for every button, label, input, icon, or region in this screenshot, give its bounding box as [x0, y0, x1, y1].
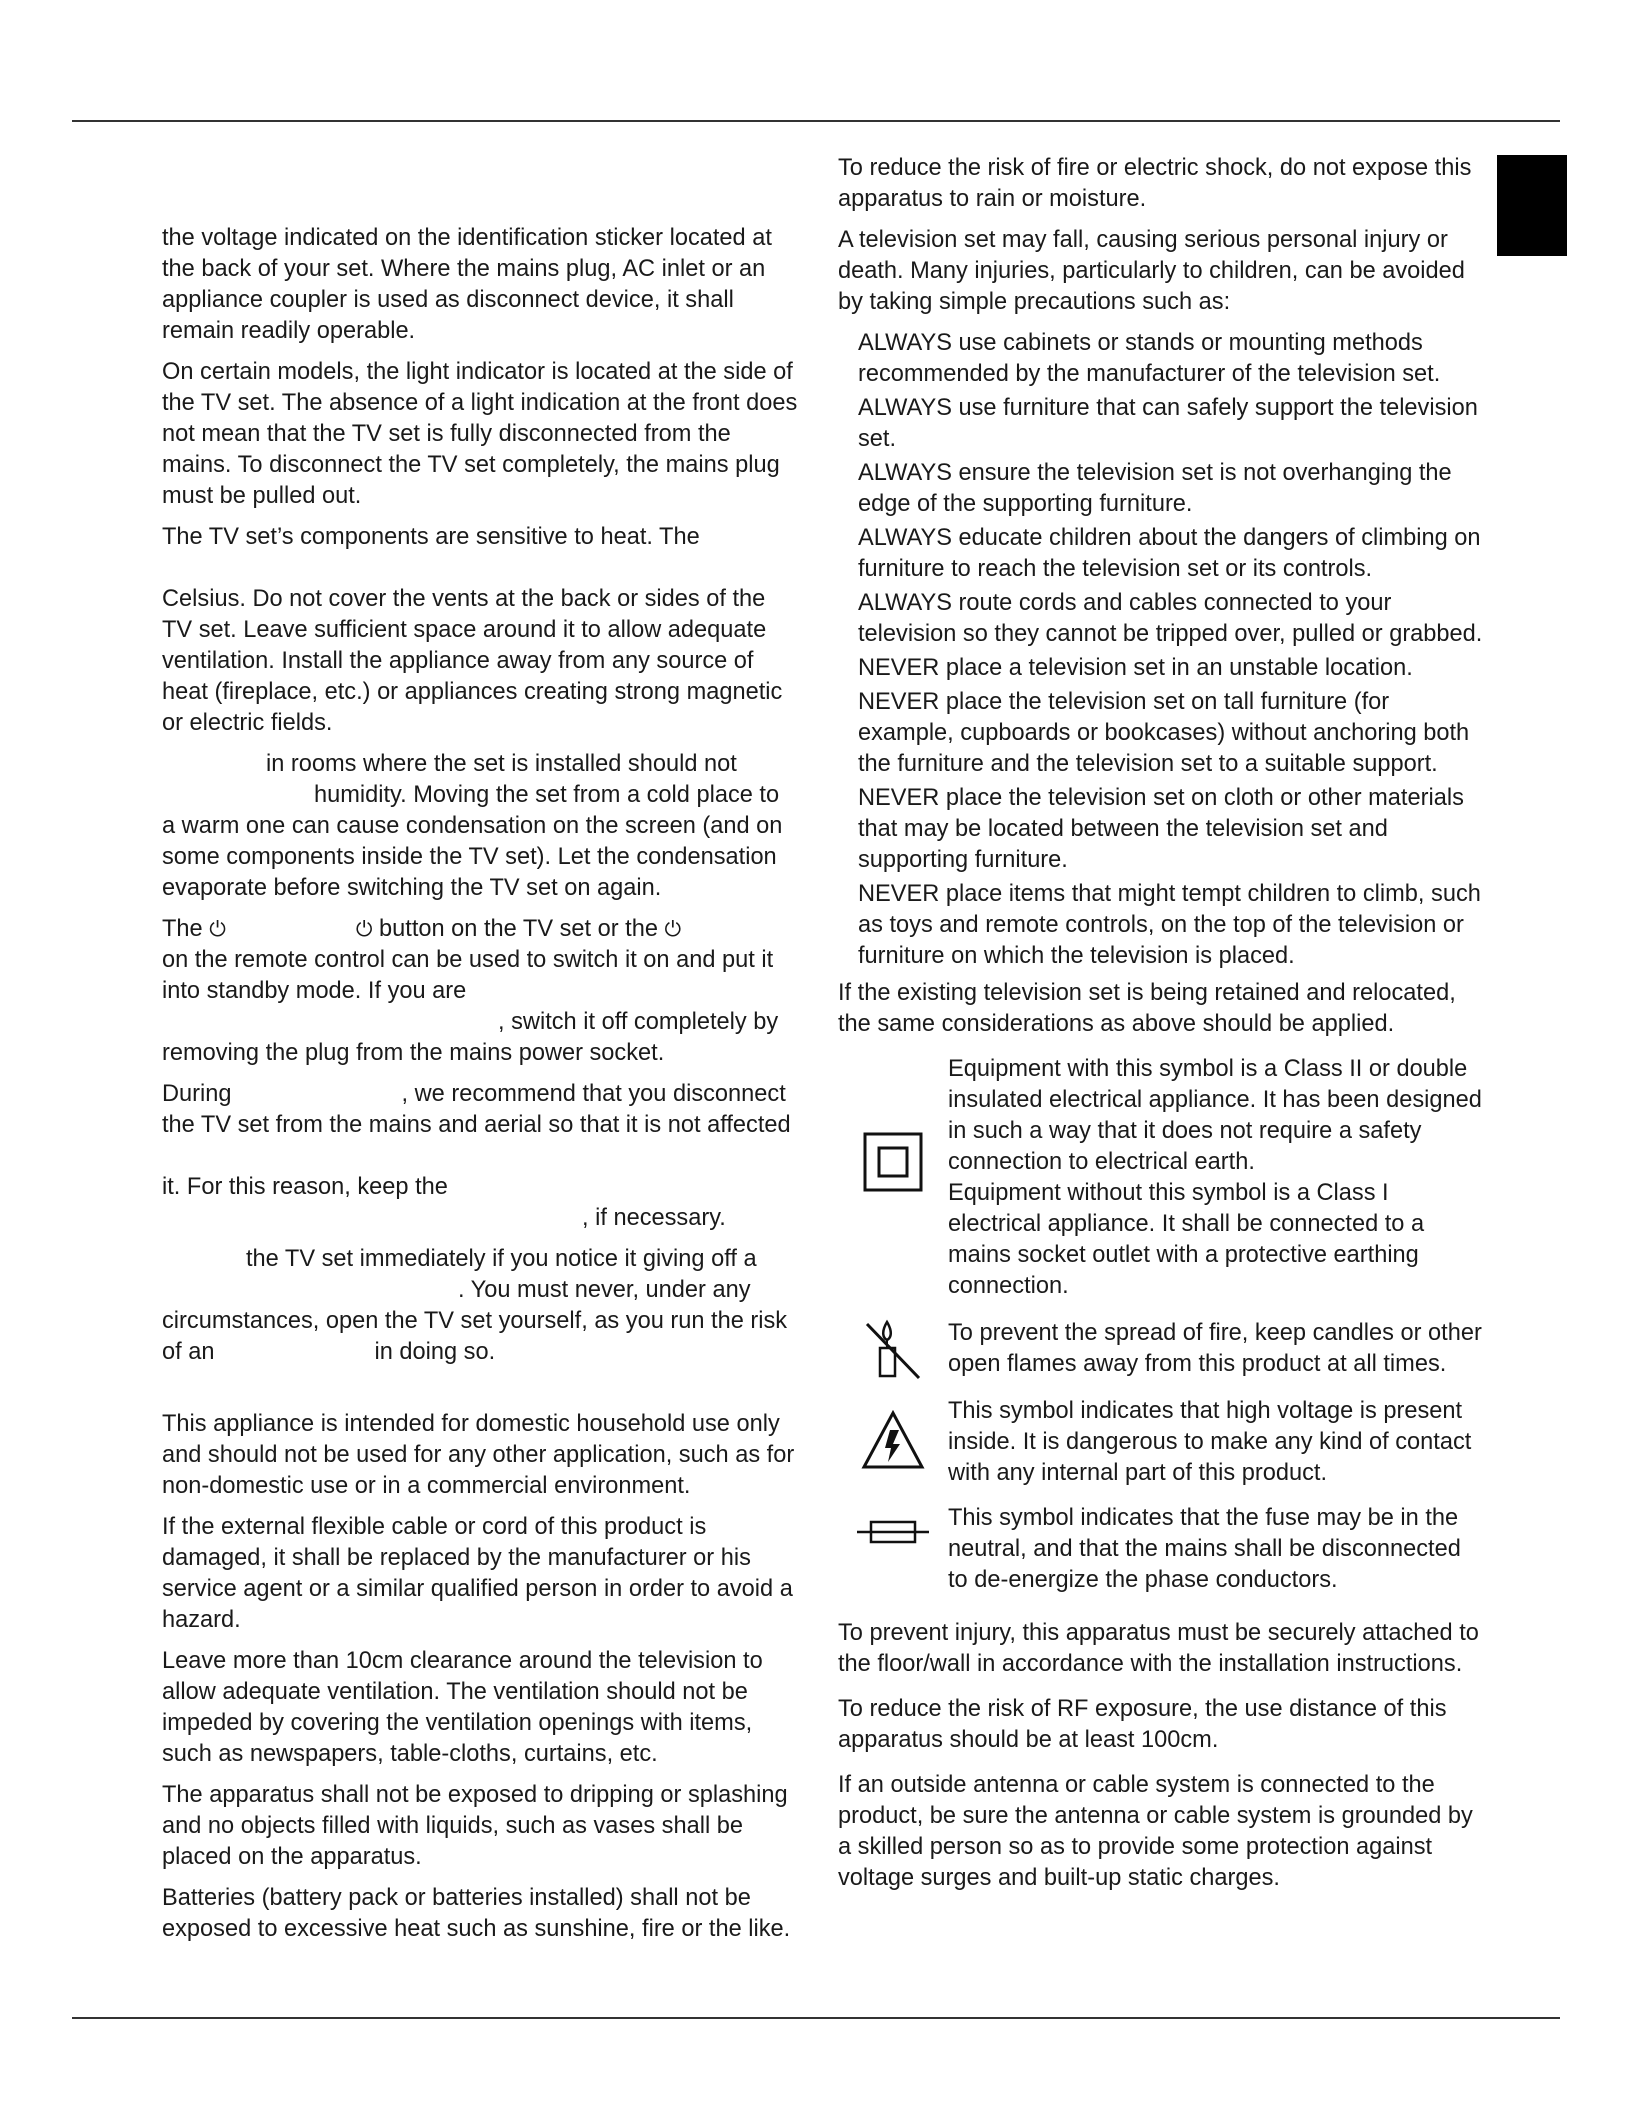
- heat-line-2: Celsius. Do not cover the vents at the back or sides of the TV set. Leave sufficient space around it to allow adequate ventilation. Install the appliance away from any source of heat (fireplace, etc.) or appliances creating strong magnetic or electric fields.: [162, 586, 783, 736]
- list-item: ALWAYS use cabinets or stands or mounting methods recommended by the manufacturer of the television set.: [858, 330, 1441, 387]
- high-voltage-triangle-icon: [861, 1410, 925, 1470]
- paragraph-light-indicator: On certain models, the light indicator is located at the side of the TV set. The absence of a light indication at the front does not mean that the TV set is fully disconnected from the mains. To disconnect the TV set completely, the mains plug must be pulled out.: [162, 359, 798, 509]
- humidity-line-3: a warm one can cause condensation on the screen (and on some components inside the TV set). Let the condensation evaporate before switching the TV set on again.: [162, 813, 783, 901]
- list-item: NEVER place items that might tempt children to climb, such as toys and remote controls, on the top of the television or furniture on which the television is placed.: [858, 881, 1481, 969]
- paragraph-heat: [162, 522, 798, 739]
- power-icon: ⏻: [664, 917, 682, 941]
- class-ii-double-square-icon: [863, 1132, 923, 1192]
- class-ii-block: [838, 1054, 1486, 1302]
- paragraph-cable: If the external flexible cable or cord of this product is damaged, it shall be replaced by the manufacturer or his service agent or a similar qualified person in order to avoid a hazard.: [162, 1514, 793, 1633]
- paragraph-antenna: If an outside antenna or cable system is connected to the product, be sure the antenna or cable system is grounded by a skilled person so as to provide some protection against voltage surges and built-up static charges.: [838, 1772, 1473, 1891]
- paragraph-standby: The ⏻ ⏻ button on the TV set or the ⏻ on the remote control can be used to switch it on and put it into standby mode. If you are , switch it off completely by removing the plug from the mains power socket.: [162, 916, 779, 1066]
- list-item: ALWAYS use furniture that can safely support the television set.: [858, 395, 1478, 452]
- paragraph-rain: To reduce the risk of fire or electric shock, do not expose this apparatus to rain or moisture.: [838, 155, 1472, 212]
- paragraph-storm: During , we recommend that you disconnect the TV set from the mains and aerial so that it is not affected it. For this reason, keep the , if necessary.: [162, 1081, 791, 1231]
- right-column: [838, 153, 1486, 1904]
- paragraph-domestic: This appliance is intended for domestic household use only and should not be used for any other application, such as for non-domestic use or in a commercial environment.: [162, 1411, 795, 1499]
- voltage-text: This symbol indicates that high voltage is present inside. It is dangerous to make any kind of contact with any internal part of this product.: [948, 1398, 1472, 1486]
- voltage-block: [838, 1396, 1486, 1489]
- list-item: NEVER place the television set on tall furniture (for example, cupboards or bookcases) without anchoring both the furniture and the television set to a suitable support.: [858, 689, 1470, 777]
- safety-list: [838, 328, 1486, 972]
- footer-rule: [72, 2017, 1560, 2019]
- fuse-text: This symbol indicates that the fuse may be in the neutral, and that the mains shall be disconnected to de-energize the phase conductors.: [948, 1505, 1461, 1593]
- section-tab: [1497, 155, 1567, 256]
- list-item: ALWAYS ensure the television set is not overhanging the edge of the supporting furniture.: [858, 460, 1452, 517]
- list-item: NEVER place a television set in an unstable location.: [858, 655, 1413, 681]
- candle-text: To prevent the spread of fire, keep candles or other open flames away from this product at all times.: [948, 1320, 1482, 1377]
- class-i-text: Equipment without this symbol is a Class I electrical appliance. It shall be connected to a mains socket outlet with a protective earthing connection.: [948, 1180, 1425, 1299]
- candle-block: [838, 1318, 1486, 1382]
- header-rule: [72, 120, 1560, 122]
- humidity-line-1: in rooms where the set is installed should not: [266, 751, 737, 777]
- humidity-line-2: humidity. Moving the set from a cold place to: [314, 782, 780, 808]
- paragraph-voltage: the voltage indicated on the identification sticker located at the back of your set. Where the mains plug, AC inlet or an appliance coupler is used as disconnect device, it shall remain readily operable.: [162, 225, 772, 344]
- paragraph-tipping: A television set may fall, causing serious personal injury or death. Many injuries, particularly to children, can be avoided by taking simple precautions such as:: [838, 227, 1465, 315]
- list-item: NEVER place the television set on cloth or other materials that may be located between the television set and supporting furniture.: [858, 785, 1464, 873]
- paragraph-clearance: Leave more than 10cm clearance around the television to allow adequate ventilation. The ventilation should not be impeded by covering the ventilation openings with items, such as newspapers, table-cloths, curtains, etc.: [162, 1648, 763, 1767]
- paragraph-rf: To reduce the risk of RF exposure, the use distance of this apparatus should be at least 100cm.: [838, 1696, 1447, 1753]
- paragraph-humidity: [162, 749, 798, 904]
- heat-line-1: The TV set’s components are sensitive to heat. The: [162, 524, 700, 550]
- power-icon: ⏻: [355, 917, 373, 941]
- fuse-icon: [855, 1517, 931, 1547]
- paragraph-dripping: The apparatus shall not be exposed to dripping or splashing and no objects filled with liquids, such as vases shall be placed on the apparatus.: [162, 1782, 788, 1870]
- paragraph-relocated: If the existing television set is being retained and relocated, the same considerations as above should be applied.: [838, 980, 1456, 1037]
- paragraph-unplug: the TV set immediately if you notice it giving off a . You must never, under any circumstances, open the TV set yourself, as you run the risk of an in doing so.: [162, 1246, 788, 1365]
- list-item: ALWAYS educate children about the dangers of climbing on furniture to reach the television set or its controls.: [858, 525, 1481, 582]
- paragraph-batteries: Batteries (battery pack or batteries installed) shall not be exposed to excessive heat such as sunshine, fire or the like.: [162, 1885, 791, 1942]
- power-icon: ⏻: [209, 917, 226, 941]
- class-ii-text: Equipment with this symbol is a Class II or double insulated electrical appliance. It has been designed in such a way that it does not require a safety connection to electrical earth.: [948, 1056, 1482, 1175]
- fuse-block: [838, 1503, 1486, 1596]
- list-item: ALWAYS route cords and cables connected to your television so they cannot be tripped over, pulled or grabbed.: [858, 590, 1483, 647]
- paragraph-secure: To prevent injury, this apparatus must be securely attached to the floor/wall in accordance with the installation instructions.: [838, 1620, 1479, 1677]
- no-candle-icon: [861, 1318, 925, 1382]
- left-column: [162, 223, 798, 1955]
